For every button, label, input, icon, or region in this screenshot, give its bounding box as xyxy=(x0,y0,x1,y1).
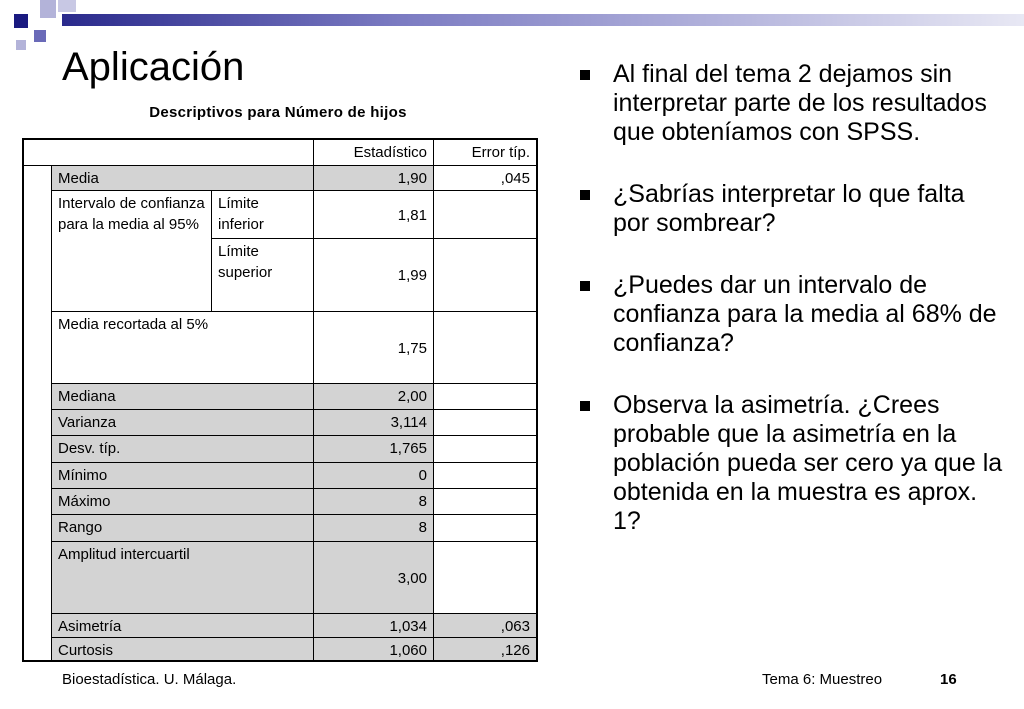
row-label-varianza: Varianza xyxy=(52,410,314,436)
square-bullet-icon xyxy=(580,401,590,411)
square-bullet-icon xyxy=(580,70,590,80)
err-desv xyxy=(434,436,536,463)
err-mediana xyxy=(434,384,536,410)
footer-institution: Bioestadística. U. Málaga. xyxy=(62,671,237,688)
variable-column xyxy=(24,166,52,660)
stat-ci-lower: 1,81 xyxy=(314,191,434,239)
bullet-item xyxy=(575,271,1005,358)
row-label-iqr: Amplitud intercuartil xyxy=(52,542,314,614)
row-label-asimetria: Asimetría xyxy=(52,614,314,638)
err-varianza xyxy=(434,410,536,436)
stat-varianza: 3,114 xyxy=(314,410,434,436)
row-label-ci-upper: Límite superior xyxy=(212,239,314,312)
err-minimo xyxy=(434,463,536,489)
bullet-list xyxy=(575,60,1005,536)
stat-media: 1,90 xyxy=(314,166,434,191)
row-label-rango: Rango xyxy=(52,515,314,542)
row-label-minimo: Mínimo xyxy=(52,463,314,489)
bullet-item xyxy=(575,60,1005,147)
bullet-item xyxy=(575,391,1005,536)
stat-rango: 8 xyxy=(314,515,434,542)
stat-maximo: 8 xyxy=(314,489,434,515)
table-caption: Descriptivos para Número de hijos xyxy=(149,104,407,121)
row-label-mediana: Mediana xyxy=(52,384,314,410)
title-accent-bar xyxy=(62,14,1024,26)
err-curtosis: ,126 xyxy=(434,638,536,660)
bullet-text: ¿Puedes dar un intervalo de confianza para la media al 68% de confianza? xyxy=(613,271,997,357)
stat-mediana: 2,00 xyxy=(314,384,434,410)
bullet-item xyxy=(575,180,1005,238)
err-ci-upper xyxy=(434,239,536,312)
err-iqr xyxy=(434,542,536,614)
err-trimmed xyxy=(434,312,536,384)
stat-ci-upper: 1,99 xyxy=(314,239,434,312)
row-label-ci: Intervalo de confianza para la media al 95% xyxy=(52,191,212,312)
header-statistic: Estadístico xyxy=(314,140,434,166)
stat-minimo: 0 xyxy=(314,463,434,489)
row-label-media: Media xyxy=(52,166,314,191)
slide-title: Aplicación xyxy=(62,45,245,89)
stat-desv: 1,765 xyxy=(314,436,434,463)
stat-trimmed: 1,75 xyxy=(314,312,434,384)
err-media: ,045 xyxy=(434,166,536,191)
decor-square-dark xyxy=(34,30,46,42)
footer-topic: Tema 6: Muestreo xyxy=(762,671,883,688)
square-bullet-icon xyxy=(580,190,590,200)
header-std-error: Error típ. xyxy=(434,140,536,166)
page-number: 16 xyxy=(940,671,957,688)
row-label-ci-lower: Límite inferior xyxy=(212,191,314,239)
err-rango xyxy=(434,515,536,542)
stat-curtosis: 1,060 xyxy=(314,638,434,660)
bullet-text: Al final del tema 2 dejamos sin interpretar parte de los resultados que obteníamos con SPSS. xyxy=(613,60,987,146)
stat-iqr: 3,00 xyxy=(314,542,434,614)
decor-square-light xyxy=(40,0,56,18)
err-asimetria: ,063 xyxy=(434,614,536,638)
row-label-trimmed: Media recortada al 5% xyxy=(52,312,314,384)
row-label-curtosis: Curtosis xyxy=(52,638,314,660)
square-bullet-icon xyxy=(580,281,590,291)
descriptives-table xyxy=(22,138,538,662)
err-ci-lower xyxy=(434,191,536,239)
row-label-maximo: Máximo xyxy=(52,489,314,515)
decor-square-light xyxy=(16,40,26,50)
err-maximo xyxy=(434,489,536,515)
decor-square-light xyxy=(58,0,76,12)
bullet-text: ¿Sabrías interpretar lo que falta por sombrear? xyxy=(613,180,965,237)
table-corner xyxy=(24,140,314,166)
decor-square-dark xyxy=(14,14,28,28)
bullet-text: Observa la asimetría. ¿Crees probable que la asimetría en la población pueda ser cero ya que la obtenida en la muestra es aprox. 1? xyxy=(613,391,1003,535)
row-label-desv: Desv. típ. xyxy=(52,436,314,463)
stat-asimetria: 1,034 xyxy=(314,614,434,638)
